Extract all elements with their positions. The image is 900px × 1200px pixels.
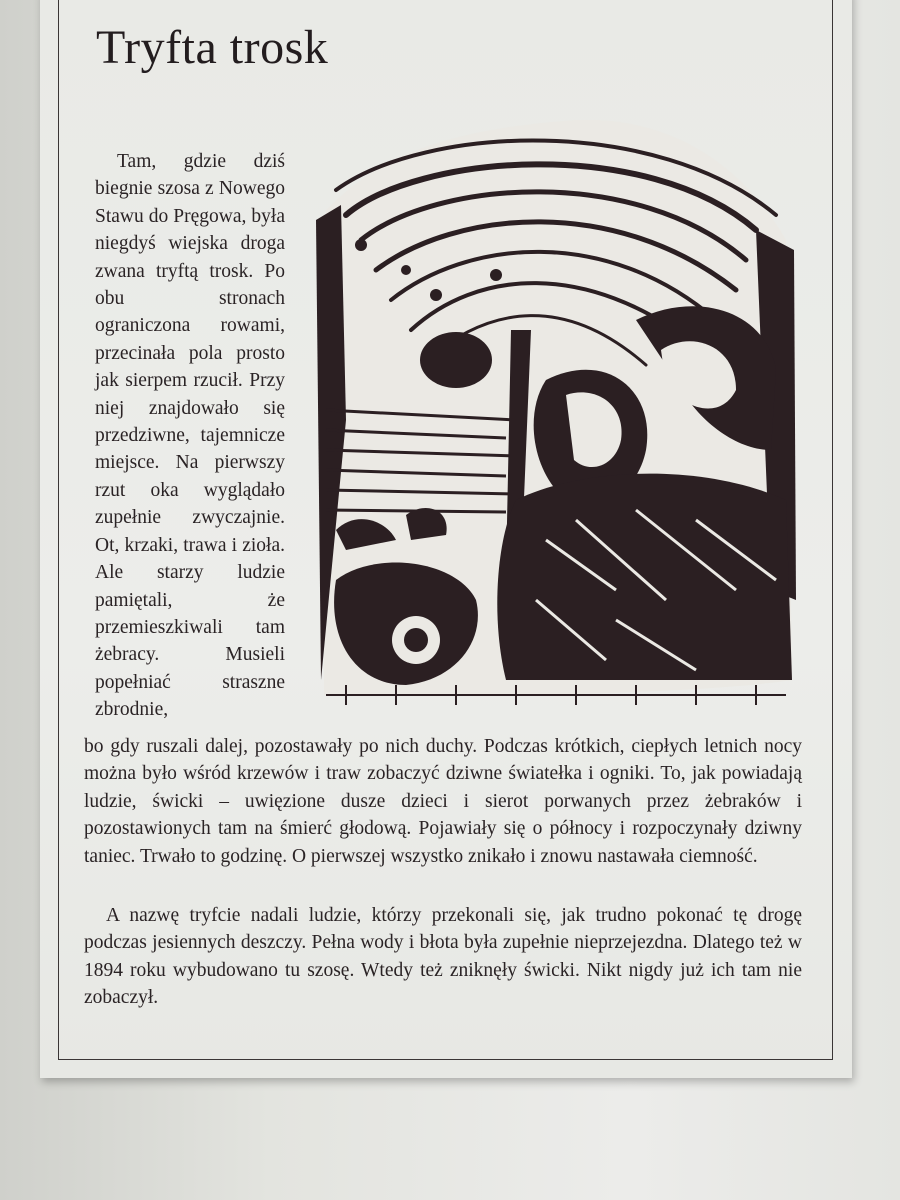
paragraph-2: A nazwę tryfcie nadali ludzie, którzy przekonali się, jak trudno pokonać tę drogę podczas jesiennych deszczy. Pełna wody i błota była zupełnie nieprzejezdna. Dlatego też w 1894 roku wybudowano tu szosę. Wtedy też zniknęły świcki. Nikt nigdy już ich tam nie zobaczył. bbox=[84, 905, 802, 1009]
page-title: Tryfta trosk bbox=[96, 21, 329, 74]
woodcut-beggars-icon bbox=[316, 120, 796, 705]
paragraph-1-full-width: bo gdy ruszali dalej, pozostawały po nich duchy. Podczas krótkich, ciepłych letnich nocy można było wśród krzewów i traw zobaczyć dziwne światełka i ogniki. To, jak powiadają ludzie, świcki – uwięzione dusze dzieci i sierot porwanych przez żebraków i pozostawionych tam na śmierć głodową. Pojawiały się o północy i rozpoczynały dziwny taniec. Trwało to godzinę. O pierwszej wszystko znikało i znowu nastawała ciemność. bbox=[84, 736, 802, 867]
paragraph-1-column: Tam, gdzie dziś biegnie szosa z Nowego Stawu do Pręgowa, była niegdyś wiejska droga zwana tryftą trosk. Po obu stronach ograniczona rowami, przecinała pola prosto jak sierpem rzucił. Przy niej znajdowało się przedziwne, tajemnicze miejsce. Na pierwszy rzut oka wyglądało zupełnie zwyczajnie. Ot, krzaki, trawa i zioła. Ale starzy ludzie pamiętali, że przemieszkiwali tam żebracy. Musieli popełniać straszne zbrodnie, bbox=[95, 151, 285, 721]
